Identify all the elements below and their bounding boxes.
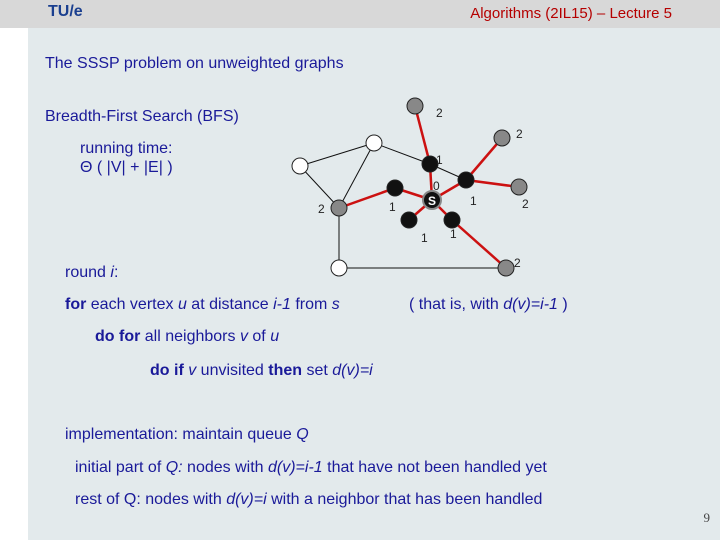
graph-node	[387, 180, 403, 196]
keyword-do-for: do for	[95, 328, 141, 345]
do-for-text-1: all neighbors	[140, 328, 240, 345]
expr-d-v-equals-i: d(v)=i	[332, 362, 373, 379]
var-v: v	[239, 328, 248, 345]
graph-node	[366, 135, 382, 151]
tree-edge	[415, 106, 430, 164]
expr-i-minus-1: i-1	[273, 296, 291, 313]
for-each-text-1: each vertex	[86, 296, 178, 313]
distance-label: 1	[436, 153, 443, 167]
graph-node	[292, 158, 308, 174]
keyword-then: then	[268, 362, 303, 379]
that-is-text-2: )	[557, 296, 568, 313]
distance-label: 0	[433, 179, 440, 193]
tree-edge	[452, 220, 506, 268]
round-suffix: :	[113, 264, 119, 281]
rest-expr: d(v)=i	[226, 491, 267, 508]
keyword-do-if: do if	[150, 362, 184, 379]
distance-label: 1	[470, 194, 477, 208]
distance-label: 2	[318, 202, 325, 216]
graph-node	[331, 260, 347, 276]
graph-nodes	[292, 98, 527, 276]
that-is-expr: d(v)=i-1	[503, 296, 558, 313]
page-number: 9	[703, 510, 710, 525]
running-time-value: Θ ( |V| + |E| )	[80, 159, 173, 176]
graph-node	[511, 179, 527, 195]
graph-edge	[374, 143, 430, 164]
keyword-for: for	[65, 296, 87, 313]
do-if-text-2: set	[302, 362, 333, 379]
source-node-label: S	[427, 194, 437, 208]
var-u: u	[177, 296, 187, 313]
do-for-text-2: of	[247, 328, 271, 345]
tue-logo: TU/e	[48, 3, 83, 20]
round-var: i	[110, 264, 114, 281]
distance-label: 2	[516, 127, 523, 141]
graph-node	[331, 200, 347, 216]
bfs-label: Breadth-First Search (BFS)	[45, 108, 239, 125]
that-is-text-1: ( that is, with	[409, 296, 504, 313]
graph-node	[407, 98, 423, 114]
graph-node	[401, 212, 417, 228]
for-each-text-3: from	[290, 296, 332, 313]
graph-node	[498, 260, 514, 276]
var-s: s	[331, 296, 340, 313]
implementation-text: implementation: maintain queue	[65, 426, 297, 443]
graph-node	[494, 130, 510, 146]
distance-label: 2	[514, 256, 521, 270]
for-each-text-2: at distance	[186, 296, 274, 313]
initial-expr: d(v)=i-1	[268, 459, 323, 476]
bfs-tree-edges	[339, 106, 519, 268]
tree-edge	[339, 188, 395, 208]
distance-label: 1	[450, 227, 457, 241]
distance-label: 2	[522, 197, 529, 211]
graph-edge	[300, 143, 374, 166]
round-prefix: round	[65, 264, 111, 281]
graph-node	[458, 172, 474, 188]
distance-label: 1	[389, 200, 396, 214]
initial-text-1: initial part of	[75, 459, 166, 476]
distance-label: 1	[421, 231, 428, 245]
var-v: v	[188, 362, 197, 379]
rest-text-2: with a neighbor that has been handled	[266, 491, 543, 508]
var-u: u	[270, 328, 280, 345]
var-q: Q:	[165, 459, 183, 476]
initial-text-3: that have not been handled yet	[322, 459, 547, 476]
do-if-text-1: unvisited	[196, 362, 269, 379]
running-time-label: running time:	[80, 140, 173, 157]
rest-text-1: rest of Q: nodes with	[75, 491, 227, 508]
slide-title: The SSSP problem on unweighted graphs	[45, 55, 344, 72]
var-q: Q	[296, 426, 309, 443]
distance-label: 2	[436, 106, 443, 120]
graph-node	[444, 212, 460, 228]
lecture-title: Algorithms (2IL15) – Lecture 5	[470, 5, 672, 22]
initial-text-2: nodes with	[182, 459, 268, 476]
